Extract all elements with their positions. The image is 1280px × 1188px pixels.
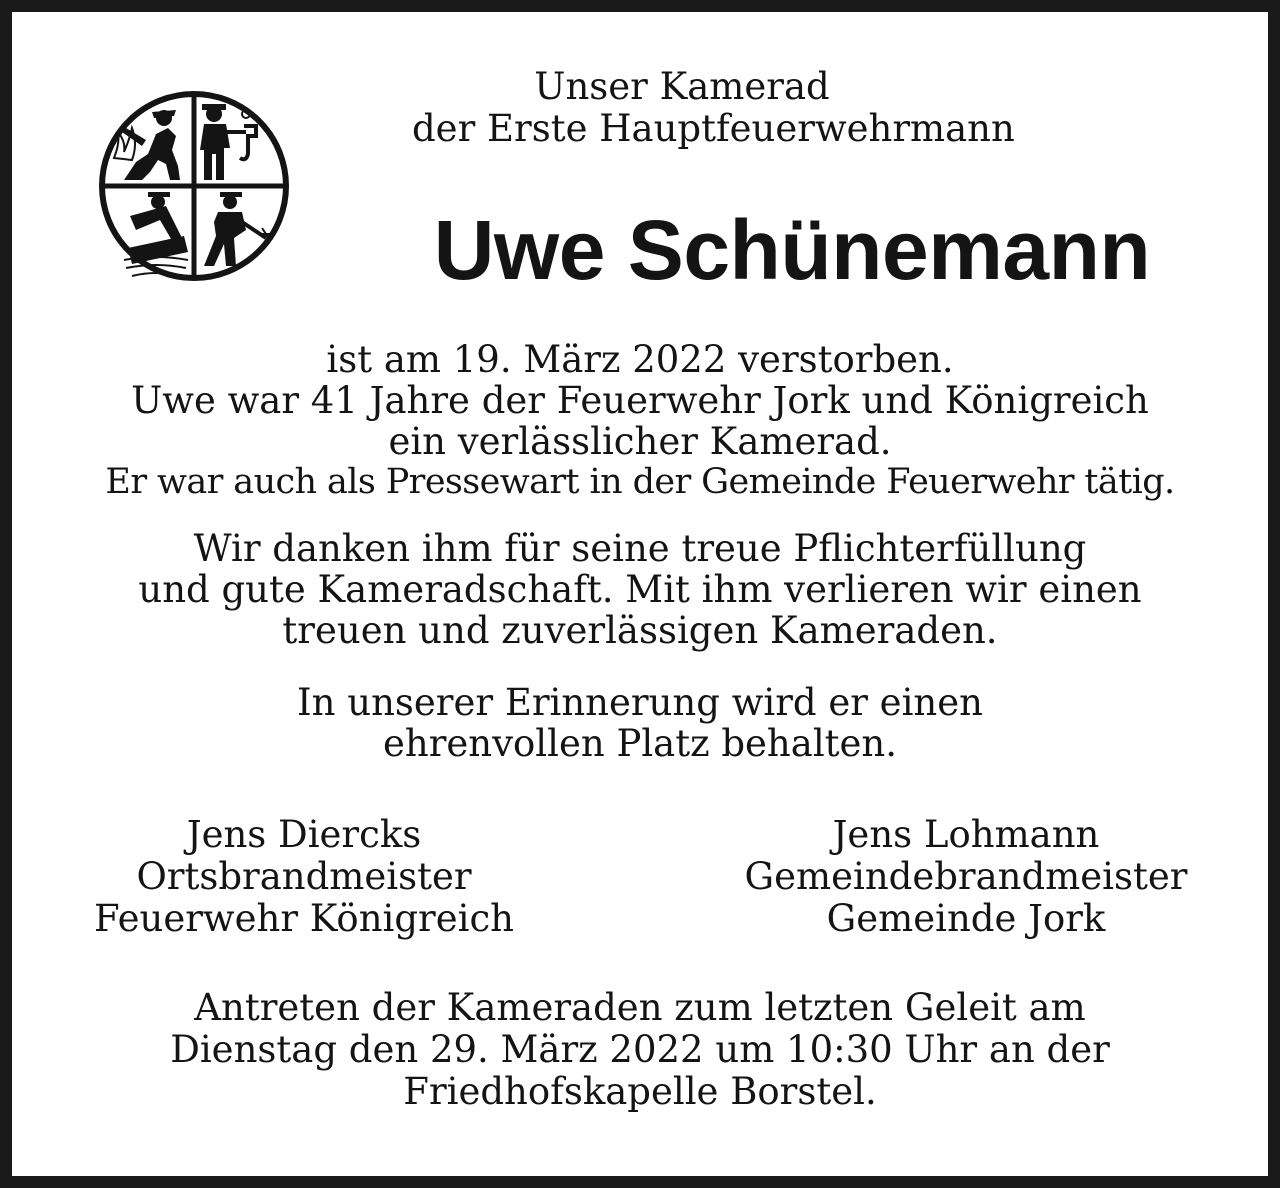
funeral-details-paragraph xyxy=(12,987,1268,1113)
death-notice-paragraph xyxy=(12,339,1268,503)
text-line: Dienstag den 29. März 2022 um 10:30 Uhr an der xyxy=(170,1028,1110,1071)
signatory-title: Ortsbrandmeister xyxy=(136,855,472,898)
text-line: Er war auch als Pressewart in der Gemeinde Feuerwehr tätig. xyxy=(105,462,1175,502)
signature-right xyxy=(706,814,1226,940)
intro-line-1: Unser Kamerad xyxy=(534,65,830,108)
text-line: ein verlässlicher Kamerad. xyxy=(388,420,892,463)
signatory-name: Jens Diercks xyxy=(186,813,422,856)
text-line: und gute Kameradschaft. Mit ihm verlieren wir einen xyxy=(138,568,1142,611)
memory-paragraph xyxy=(12,682,1268,764)
gratitude-paragraph xyxy=(12,528,1268,651)
signatory-organization: Feuerwehr Königreich xyxy=(93,897,515,940)
text-line: treuen und zuverlässigen Kameraden. xyxy=(282,609,998,652)
signatory-title: Gemeindebrandmeister xyxy=(744,855,1188,898)
signature-left xyxy=(44,814,564,940)
text-line: ehrenvollen Platz behalten. xyxy=(382,722,898,765)
intro-line-2: der Erste Hauptfeuerwehrmann xyxy=(412,107,1015,150)
signatory-name: Jens Lohmann xyxy=(832,813,1100,856)
signatory-organization: Gemeinde Jork xyxy=(826,897,1106,940)
text-line: Antreten der Kameraden zum letzten Geleit am xyxy=(194,986,1086,1029)
text-line: Wir danken ihm für seine treue Pflichterfüllung xyxy=(193,527,1087,570)
text-line: In unserer Erinnerung wird er einen xyxy=(297,681,983,724)
intro-heading xyxy=(412,65,1015,150)
text-line: ist am 19. März 2022 verstorben. xyxy=(326,338,954,381)
deceased-name: Uwe Schünemann xyxy=(433,203,1151,297)
text-line: Friedhofskapelle Borstel. xyxy=(403,1070,877,1113)
fire-brigade-emblem-icon xyxy=(96,88,292,284)
text-line: Uwe war 41 Jahre der Feuerwehr Jork und Königreich xyxy=(131,379,1149,422)
obituary-notice xyxy=(12,12,1268,1176)
